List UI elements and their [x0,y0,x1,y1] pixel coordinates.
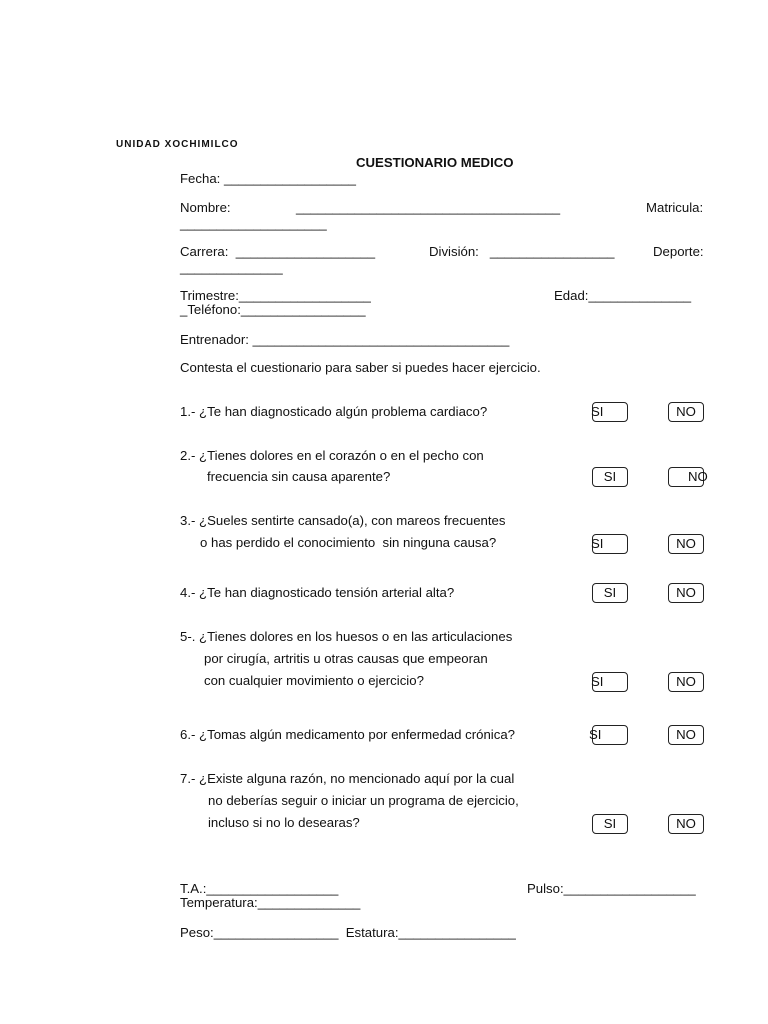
no-label: NO [676,674,696,689]
question-6-yes-box[interactable] [589,725,628,745]
unit-name: UNIDAD XOCHIMILCO [116,139,239,150]
question-7-yes-box[interactable] [592,814,628,834]
pulso-field[interactable]: Pulso:__________________ [527,881,696,896]
entrenador-field[interactable]: Entrenador: ___________________________________ [180,332,510,347]
question-7-line-1: 7.- ¿Existe alguna razón, no mencionado aquí por la cual [180,771,515,786]
no-label: NO [676,536,696,551]
telefono-field[interactable]: _Teléfono:_________________ [180,302,366,317]
question-3-line-2: o has perdido el conocimiento sin ninguna causa? [200,535,497,550]
trimestre-field[interactable]: Trimestre:__________________ [180,288,371,303]
peso-estatura-field[interactable]: Peso:_________________ Estatura:________________ [180,925,516,940]
yes-label: SI [591,674,604,689]
form-title: CUESTIONARIO MEDICO [356,155,514,170]
edad-field[interactable]: Edad:______________ [554,288,692,303]
instructions: Contesta el cuestionario para saber si puedes hacer ejercicio. [180,360,541,375]
question-5-line-2: por cirugía, artritis u otras causas que empeoran [204,651,488,666]
question-5-no-box[interactable] [668,672,704,692]
temperatura-field[interactable]: Temperatura:______________ [180,895,361,910]
no-label: NO [676,727,696,742]
division-field[interactable]: División: _________________ [429,244,615,259]
no-label: NO [676,585,696,600]
question-7-no-box[interactable] [668,814,704,834]
question-5-yes-box[interactable] [592,672,628,692]
question-2-line-2: frecuencia sin causa aparente? [207,469,391,484]
question-7-line-3: incluso si no lo desearas? [208,815,360,830]
yes-label: SI [589,727,602,742]
yes-label: SI [603,469,617,484]
no-label: NO [688,469,708,484]
question-4-no-box[interactable] [668,583,704,603]
question-6-line-1: 6.- ¿Tomas algún medicamento por enfermedad crónica? [180,727,515,742]
question-7-line-2: no deberías seguir o iniciar un programa de ejercicio, [208,793,519,808]
question-4-yes-box[interactable] [592,583,628,603]
no-label: NO [676,816,696,831]
nombre-line[interactable]: ____________________________________ [296,200,561,215]
ta-field[interactable]: T.A.:__________________ [180,881,339,896]
question-5-line-3: con cualquier movimiento o ejercicio? [204,673,424,688]
question-1-line-1: 1.- ¿Te han diagnosticado algún problema cardiaco? [180,404,488,419]
yes-label: SI [603,816,617,831]
question-1-no-box[interactable] [668,402,704,422]
carrera-field[interactable]: Carrera: ___________________ [180,244,376,259]
question-2-yes-box[interactable] [592,467,628,487]
deporte-line[interactable]: ______________ [180,260,283,275]
yes-label: SI [591,536,604,551]
question-1-yes-box[interactable] [592,402,628,422]
question-3-line-1: 3.- ¿Sueles sentirte cansado(a), con mareos frecuentes [180,513,506,528]
question-3-no-box[interactable] [668,534,704,554]
yes-label: SI [591,404,604,419]
question-4-line-1: 4.- ¿Te han diagnosticado tensión arterial alta? [180,585,455,600]
matricula-line[interactable]: ____________________ [180,216,327,231]
question-2-line-1: 2.- ¿Tienes dolores en el corazón o en el pecho con [180,448,484,463]
question-2-no-box[interactable] [668,467,708,487]
deporte-label: Deporte: [653,244,704,259]
nombre-label: Nombre: [180,200,231,215]
yes-label: SI [603,585,617,600]
matricula-label: Matricula: [646,200,704,215]
question-5-line-1: 5-. ¿Tienes dolores en los huesos o en las articulaciones [180,629,513,644]
no-label: NO [676,404,696,419]
question-3-yes-box[interactable] [592,534,628,554]
question-6-no-box[interactable] [668,725,704,745]
fecha-field[interactable]: Fecha: __________________ [180,171,356,186]
